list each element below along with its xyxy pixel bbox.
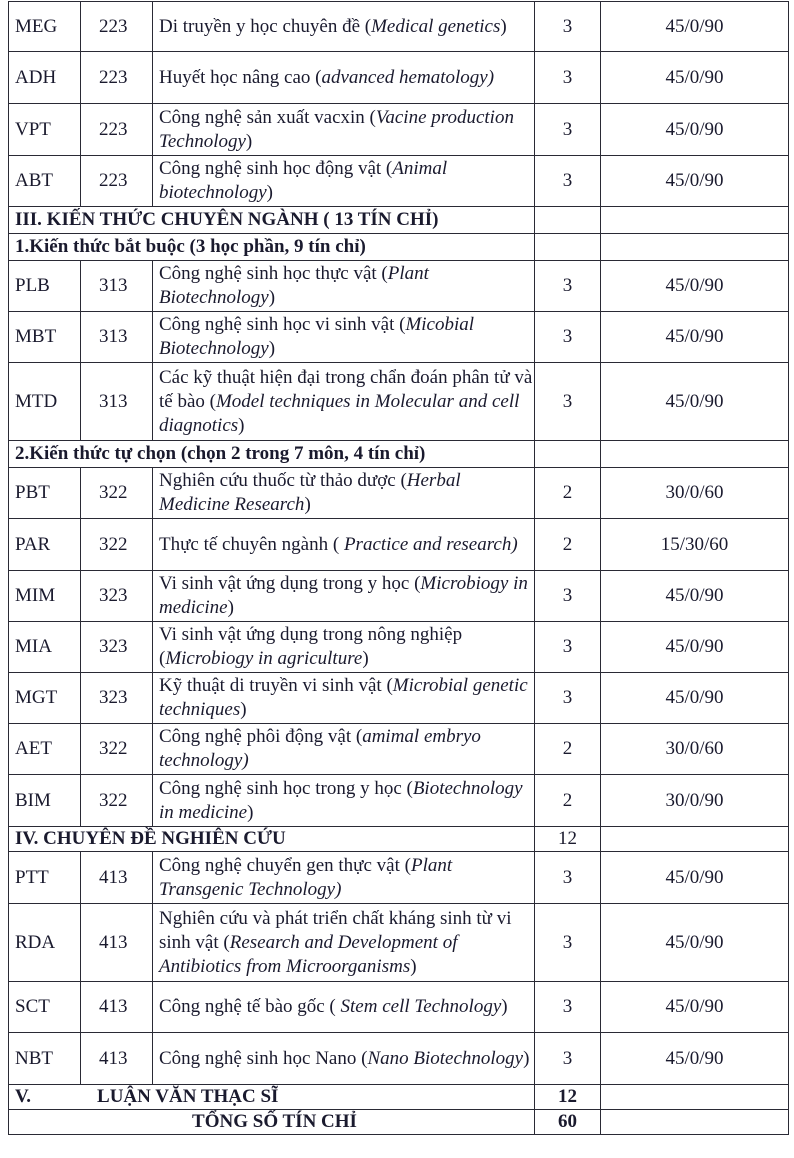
course-title-en: Biotechnology in medicine [159,777,523,823]
subsection-2-hours [601,441,789,468]
course-title-en: amimal embryo technology) [159,726,481,771]
course-hours: 45/0/90 [601,571,789,622]
course-number: 313 [81,363,153,441]
course-title-tail: ) [266,182,273,203]
course-title-tail: ) [523,1047,530,1069]
subsection-2-credits [535,441,601,468]
course-number: 413 [81,982,153,1033]
course-credits: 3 [535,982,601,1033]
course-row [9,2,789,52]
course-hours: 45/0/90 [601,2,789,52]
course-row [9,363,789,441]
course-row [9,519,789,571]
course-credits: 2 [535,468,601,519]
course-code: MTD [9,363,81,441]
course-title-en: Microbial genetic techniques [159,675,528,720]
curriculum-table [8,1,789,1135]
course-title-en: Plant Transgenic Technology) [159,854,453,900]
course-title-vn: Di truyền y học chuyên đề ( [159,15,372,37]
subsection-2-title: 2.Kiến thức tự chọn (chọn 2 trong 7 môn, 4 tín chỉ) [9,441,535,468]
section-5 [9,1085,789,1110]
course-title-en: Model techniques in Molecular and cell diagnotics [159,390,520,436]
course-row [9,775,789,827]
course-title-vn: Công nghệ sinh học vi sinh vật ( [159,314,406,335]
course-hours: 30/0/90 [601,775,789,827]
course-title-vn: Công nghệ sinh học thực vật ( [159,263,388,284]
course-row [9,622,789,673]
course-row [9,673,789,724]
course-hours: 30/0/60 [601,468,789,519]
course-credits: 3 [535,622,601,673]
course-row [9,156,789,207]
course-title-en: Microbiogy in medicine [159,573,528,618]
course-hours: 15/30/60 [601,519,789,571]
course-credits: 3 [535,571,601,622]
course-hours: 45/0/90 [601,104,789,156]
section-4 [9,827,789,852]
course-row [9,852,789,904]
subsection-1 [9,234,789,261]
course-title [153,622,535,673]
course-number: 322 [81,519,153,571]
course-credits: 3 [535,312,601,363]
course-code: BIM [9,775,81,827]
course-credits: 3 [535,363,601,441]
section-3-title: III. KIẾN THỨC CHUYÊN NGÀNH ( 13 TÍN CHỈ) [9,207,535,234]
course-hours: 45/0/90 [601,52,789,104]
course-row [9,312,789,363]
course-number: 322 [81,724,153,775]
course-credits: 3 [535,1033,601,1085]
course-title [153,571,535,622]
course-row [9,904,789,982]
course-credits: 3 [535,261,601,312]
course-credits: 3 [535,156,601,207]
course-code: AET [9,724,81,775]
section-4-hours [601,827,789,852]
course-code: PTT [9,852,81,904]
course-code: MBT [9,312,81,363]
course-title [153,156,535,207]
course-title-vn: Công nghệ sinh học trong y học ( [159,777,413,799]
total-row [9,1110,789,1135]
course-number: 413 [81,904,153,982]
course-title-vn: Công nghệ tế bào gốc ( [159,996,341,1017]
course-title [153,468,535,519]
course-title [153,52,535,104]
course-code: MEG [9,2,81,52]
course-title-en: Stem cell Technology [340,996,502,1017]
course-title [153,673,535,724]
course-title [153,982,535,1033]
course-title-tail: ) [238,414,245,436]
course-title [153,724,535,775]
course-hours: 45/0/90 [601,156,789,207]
course-title [153,1033,535,1085]
course-title-vn: Công nghệ chuyển gen thực vật ( [159,854,411,876]
subsection-1-title: 1.Kiến thức bắt buộc (3 học phần, 9 tín chỉ) [9,234,535,261]
course-number: 313 [81,261,153,312]
course-row [9,982,789,1033]
course-title-tail: ) [500,15,507,37]
course-code: MIM [9,571,81,622]
course-code: PLB [9,261,81,312]
course-hours: 45/0/90 [601,261,789,312]
course-title-vn: Nghiên cứu thuốc từ thảo dược ( [159,470,407,491]
course-title-tail: ) [240,699,247,720]
course-row [9,468,789,519]
course-title-vn: Công nghệ sinh học động vật ( [159,158,393,179]
course-title-en: Medical genetics [371,15,501,37]
course-number: 413 [81,852,153,904]
course-title [153,312,535,363]
course-title [153,261,535,312]
course-number: 223 [81,156,153,207]
course-credits: 3 [535,852,601,904]
section-3-hours [601,207,789,234]
section-5-title [9,1085,535,1110]
course-number: 413 [81,1033,153,1085]
section-5-number: V. [15,1086,32,1107]
section-5-label: LUẬN VĂN THẠC SĨ [97,1086,279,1107]
course-title-vn: Huyết học nâng cao ( [159,66,322,88]
course-code: PAR [9,519,81,571]
course-number: 323 [81,673,153,724]
section-3-credits [535,207,601,234]
subsection-1-credits [535,234,601,261]
course-title [153,852,535,904]
course-row [9,52,789,104]
section-3 [9,207,789,234]
course-title [153,363,535,441]
course-credits: 2 [535,775,601,827]
course-code: RDA [9,904,81,982]
course-title-en: Plant Biotechnology [159,263,429,308]
course-title-en: Research and Development of Antibiotics from Microorganisms [159,931,458,977]
course-number: 223 [81,52,153,104]
course-hours: 45/0/90 [601,312,789,363]
total-label: TỔNG SỐ TÍN CHỈ [9,1110,535,1135]
course-hours: 45/0/90 [601,622,789,673]
course-number: 322 [81,468,153,519]
course-credits: 2 [535,519,601,571]
course-number: 313 [81,312,153,363]
section-4-title: IV. CHUYÊN ĐỀ NGHIÊN CỨU [9,827,535,852]
course-title-en: Vacine production Technology [159,106,514,152]
course-credits: 2 [535,724,601,775]
course-code: SCT [9,982,81,1033]
course-hours: 45/0/90 [601,904,789,982]
course-title-en: advanced hematology) [321,66,495,88]
course-row [9,571,789,622]
course-hours: 45/0/90 [601,363,789,441]
course-title-tail: ) [268,338,276,359]
course-title-vn: Vi sinh vật ứng dụng trong nông nghiệp ( [159,624,463,669]
course-hours: 45/0/90 [601,673,789,724]
course-title-tail: ) [245,130,253,152]
course-title-en: Micobial Biotechnology [159,314,475,359]
course-title-tail: ) [362,648,369,669]
course-title [153,904,535,982]
course-title [153,519,535,571]
course-title-en: Herbal Medicine Research [159,470,461,515]
course-title-tail: ) [501,996,508,1017]
course-title-vn: Các kỹ thuật hiện đại trong chẩn đoán phân tử và tế bào ( [159,366,533,412]
course-credits: 3 [535,104,601,156]
course-credits: 3 [535,52,601,104]
course-title-tail: ) [268,287,276,308]
course-number: 223 [81,104,153,156]
course-row [9,104,789,156]
course-title-tail: ) [227,597,234,618]
course-title [153,2,535,52]
course-title [153,104,535,156]
course-row [9,724,789,775]
course-title-vn: Kỹ thuật di truyền vi sinh vật ( [159,675,393,696]
section-5-hours [601,1085,789,1110]
subsection-2 [9,441,789,468]
course-code: NBT [9,1033,81,1085]
course-hours: 45/0/90 [601,1033,789,1085]
course-credits: 3 [535,2,601,52]
course-title-en: Practice and research) [343,533,518,555]
course-title-vn: Vi sinh vật ứng dụng trong y học ( [159,573,421,594]
course-hours: 45/0/90 [601,852,789,904]
course-title-vn: Nghiên cứu và phát triển chất kháng sinh từ vi sinh vật ( [159,907,512,953]
course-code: PBT [9,468,81,519]
course-title-tail: ) [304,494,311,515]
total-hours [601,1110,789,1135]
course-number: 323 [81,622,153,673]
course-title [153,775,535,827]
course-hours: 30/0/60 [601,724,789,775]
total-credits: 60 [535,1110,601,1135]
course-title-vn: Công nghệ phôi động vật ( [159,726,363,747]
course-credits: 3 [535,673,601,724]
course-code: VPT [9,104,81,156]
course-title-en: Nano Biotechnology [367,1047,524,1069]
course-credits: 3 [535,904,601,982]
section-5-credits: 12 [535,1085,601,1110]
course-code: ADH [9,52,81,104]
course-title-tail: ) [410,955,417,977]
course-number: 223 [81,2,153,52]
curriculum-body [9,2,789,1135]
subsection-1-hours [601,234,789,261]
section-4-credits: 12 [535,827,601,852]
course-code: MIA [9,622,81,673]
course-row [9,1033,789,1085]
course-code: MGT [9,673,81,724]
course-title-vn: Thực tế chuyên ngành ( [159,533,344,555]
course-code: ABT [9,156,81,207]
course-row [9,261,789,312]
course-title-en: Animal biotechnology [159,158,448,203]
course-title-vn: Công nghệ sản xuất vacxin ( [159,106,376,128]
course-title-en: Microbiogy in agriculture [165,648,363,669]
course-title-tail: ) [247,801,254,823]
course-hours: 45/0/90 [601,982,789,1033]
course-title-vn: Công nghệ sinh học Nano ( [159,1047,368,1069]
course-number: 322 [81,775,153,827]
course-number: 323 [81,571,153,622]
